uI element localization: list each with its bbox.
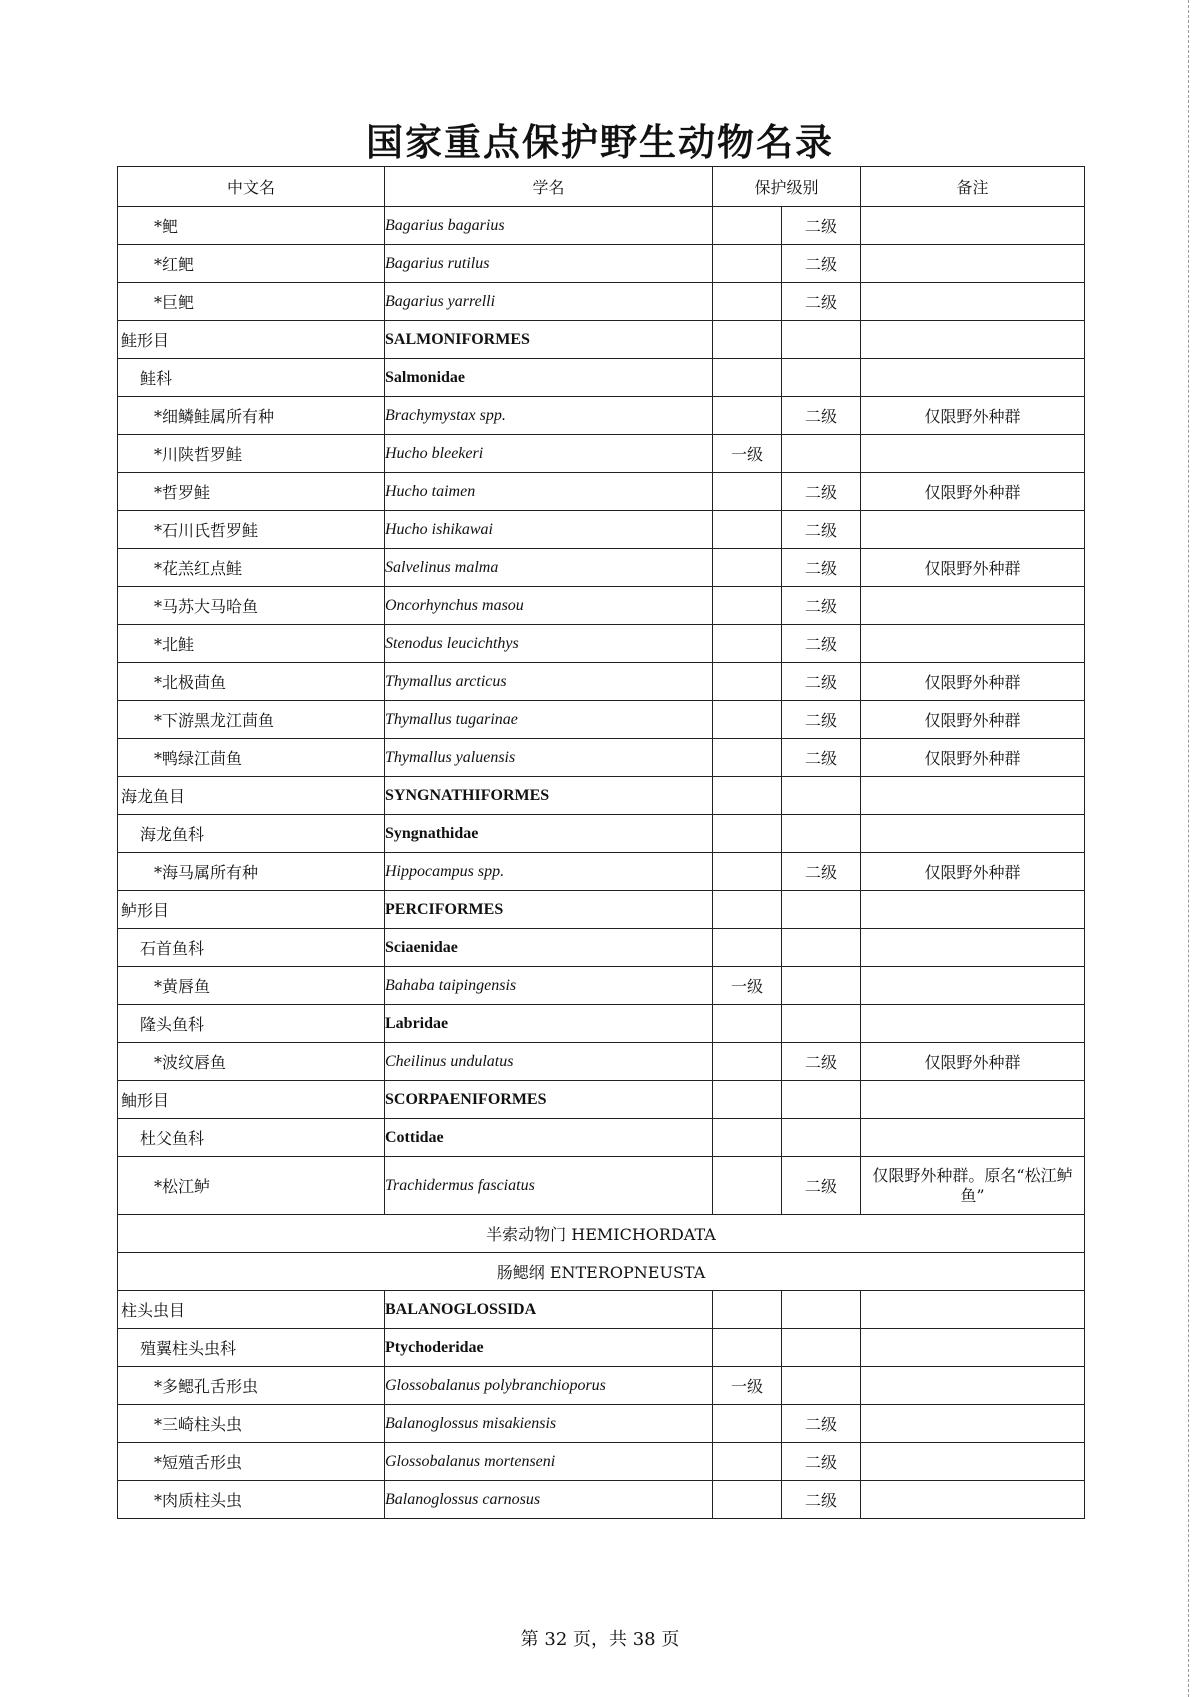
chinese-name-cell: *鸭绿江茴鱼: [118, 739, 385, 777]
table-row: [118, 321, 1085, 359]
chinese-name-cell: *黄唇鱼: [118, 967, 385, 1005]
remarks-cell: [861, 1481, 1085, 1519]
table-row: [118, 1367, 1085, 1405]
remarks-cell: 仅限野外种群: [861, 397, 1085, 435]
grade-two-cell: [782, 359, 861, 397]
remarks-cell: 仅限野外种群: [861, 701, 1085, 739]
grade-one-cell: [713, 929, 782, 967]
table-row: [118, 587, 1085, 625]
chinese-name-cell: *三崎柱头虫: [118, 1405, 385, 1443]
scientific-name-cell: Hucho ishikawai: [385, 511, 713, 549]
scientific-name-cell: Trachidermus fasciatus: [385, 1157, 713, 1215]
grade-two-cell: [782, 1005, 861, 1043]
table-row: [118, 283, 1085, 321]
chinese-name-cell: *川陕哲罗鲑: [118, 435, 385, 473]
grade-two-cell: 二级: [782, 739, 861, 777]
remarks-cell: 仅限野外种群: [861, 549, 1085, 587]
grade-one-cell: [713, 549, 782, 587]
table-row: [118, 397, 1085, 435]
table-row: [118, 245, 1085, 283]
section-heading: 半索动物门 HEMICHORDATA: [118, 1215, 1085, 1253]
table-row: [118, 891, 1085, 929]
scientific-name-cell: Labridae: [385, 1005, 713, 1043]
grade-two-cell: [782, 435, 861, 473]
grade-two-cell: [782, 967, 861, 1005]
grade-two-cell: [782, 1291, 861, 1329]
scientific-name-cell: Syngnathidae: [385, 815, 713, 853]
grade-two-cell: [782, 1119, 861, 1157]
grade-one-cell: [713, 663, 782, 701]
header-remarks: 备注: [861, 167, 1085, 207]
grade-two-cell: 二级: [782, 701, 861, 739]
remarks-cell: [861, 1081, 1085, 1119]
remarks-cell: [861, 891, 1085, 929]
grade-one-cell: [713, 625, 782, 663]
remarks-cell: [861, 435, 1085, 473]
table-row: [118, 1119, 1085, 1157]
table-row: [118, 777, 1085, 815]
table-row: [118, 1443, 1085, 1481]
remarks-cell: [861, 321, 1085, 359]
remarks-cell: [861, 207, 1085, 245]
table-row: [118, 853, 1085, 891]
scientific-name-cell: Stenodus leucichthys: [385, 625, 713, 663]
chinese-name-cell: 杜父鱼科: [118, 1119, 385, 1157]
grade-one-cell: 一级: [713, 1367, 782, 1405]
grade-two-cell: [782, 321, 861, 359]
scientific-name-cell: Hippocampus spp.: [385, 853, 713, 891]
grade-two-cell: 二级: [782, 245, 861, 283]
page-edge-rule: [1188, 0, 1190, 1697]
grade-one-cell: 一级: [713, 967, 782, 1005]
chinese-name-cell: 鲑形目: [118, 321, 385, 359]
scientific-name-cell: Thymallus tugarinae: [385, 701, 713, 739]
grade-one-cell: [713, 1405, 782, 1443]
grade-one-cell: [713, 283, 782, 321]
table-body: [118, 207, 1085, 1519]
chinese-name-cell: 隆头鱼科: [118, 1005, 385, 1043]
table-section-row: [118, 1253, 1085, 1291]
remarks-cell: [861, 1005, 1085, 1043]
grade-one-cell: [713, 1291, 782, 1329]
scientific-name-cell: SCORPAENIFORMES: [385, 1081, 713, 1119]
grade-two-cell: 二级: [782, 1481, 861, 1519]
header-protection-level: 保护级别: [713, 167, 861, 207]
scientific-name-cell: SYNGNATHIFORMES: [385, 777, 713, 815]
grade-two-cell: [782, 815, 861, 853]
grade-two-cell: [782, 1367, 861, 1405]
grade-one-cell: [713, 473, 782, 511]
table-row: [118, 1291, 1085, 1329]
chinese-name-cell: *巨鲃: [118, 283, 385, 321]
section-heading: 肠鳃纲 ENTEROPNEUSTA: [118, 1253, 1085, 1291]
table-row: [118, 739, 1085, 777]
scientific-name-cell: Bagarius rutilus: [385, 245, 713, 283]
scientific-name-cell: Bagarius yarrelli: [385, 283, 713, 321]
remarks-cell: [861, 815, 1085, 853]
header-scientific-name: 学名: [385, 167, 713, 207]
grade-two-cell: [782, 891, 861, 929]
chinese-name-cell: *红鲃: [118, 245, 385, 283]
scientific-name-cell: BALANOGLOSSIDA: [385, 1291, 713, 1329]
remarks-cell: 仅限野外种群: [861, 1043, 1085, 1081]
table-row: [118, 473, 1085, 511]
chinese-name-cell: *鲃: [118, 207, 385, 245]
grade-one-cell: [713, 1481, 782, 1519]
chinese-name-cell: *海马属所有种: [118, 853, 385, 891]
grade-one-cell: [713, 359, 782, 397]
table-row: [118, 701, 1085, 739]
scientific-name-cell: Cheilinus undulatus: [385, 1043, 713, 1081]
chinese-name-cell: *北极茴鱼: [118, 663, 385, 701]
grade-two-cell: 二级: [782, 1157, 861, 1215]
chinese-name-cell: 殖翼柱头虫科: [118, 1329, 385, 1367]
remarks-cell: [861, 359, 1085, 397]
protected-species-table: [117, 166, 1085, 1519]
chinese-name-cell: 柱头虫目: [118, 1291, 385, 1329]
grade-two-cell: 二级: [782, 1405, 861, 1443]
scientific-name-cell: Bahaba taipingensis: [385, 967, 713, 1005]
grade-one-cell: [713, 511, 782, 549]
scientific-name-cell: Sciaenidae: [385, 929, 713, 967]
remarks-cell: [861, 1119, 1085, 1157]
remarks-cell: [861, 283, 1085, 321]
chinese-name-cell: *花羔红点鲑: [118, 549, 385, 587]
remarks-cell: [861, 245, 1085, 283]
table-row: [118, 1157, 1085, 1215]
remarks-cell: 仅限野外种群。原名“松江鲈鱼”: [861, 1157, 1085, 1215]
chinese-name-cell: *肉质柱头虫: [118, 1481, 385, 1519]
grade-two-cell: [782, 1329, 861, 1367]
chinese-name-cell: *波纹唇鱼: [118, 1043, 385, 1081]
grade-two-cell: 二级: [782, 853, 861, 891]
chinese-name-cell: 鲑科: [118, 359, 385, 397]
table-row: [118, 967, 1085, 1005]
table-row: [118, 1329, 1085, 1367]
table-row: [118, 1481, 1085, 1519]
chinese-name-cell: *哲罗鲑: [118, 473, 385, 511]
grade-one-cell: [713, 701, 782, 739]
chinese-name-cell: *松江鲈: [118, 1157, 385, 1215]
grade-one-cell: [713, 1043, 782, 1081]
remarks-cell: [861, 1329, 1085, 1367]
grade-two-cell: [782, 1081, 861, 1119]
chinese-name-cell: *下游黑龙江茴鱼: [118, 701, 385, 739]
remarks-cell: [861, 967, 1085, 1005]
page-title: 国家重点保护野生动物名录: [366, 120, 834, 164]
grade-one-cell: [713, 853, 782, 891]
scientific-name-cell: Hucho taimen: [385, 473, 713, 511]
grade-one-cell: [713, 739, 782, 777]
grade-two-cell: [782, 929, 861, 967]
scientific-name-cell: Cottidae: [385, 1119, 713, 1157]
grade-one-cell: [713, 777, 782, 815]
header-chinese-name: 中文名: [118, 167, 385, 207]
scientific-name-cell: Brachymystax spp.: [385, 397, 713, 435]
grade-one-cell: [713, 1443, 782, 1481]
scientific-name-cell: Hucho bleekeri: [385, 435, 713, 473]
grade-one-cell: [713, 321, 782, 359]
chinese-name-cell: *多鳃孔舌形虫: [118, 1367, 385, 1405]
scientific-name-cell: Thymallus yaluensis: [385, 739, 713, 777]
grade-two-cell: 二级: [782, 663, 861, 701]
scientific-name-cell: PERCIFORMES: [385, 891, 713, 929]
grade-two-cell: 二级: [782, 511, 861, 549]
scientific-name-cell: Salmonidae: [385, 359, 713, 397]
grade-two-cell: 二级: [782, 473, 861, 511]
scientific-name-cell: Ptychoderidae: [385, 1329, 713, 1367]
table-row: [118, 1043, 1085, 1081]
scientific-name-cell: Glossobalanus polybranchioporus: [385, 1367, 713, 1405]
table-row: [118, 929, 1085, 967]
grade-one-cell: [713, 207, 782, 245]
table-section-row: [118, 1215, 1085, 1253]
scientific-name-cell: SALMONIFORMES: [385, 321, 713, 359]
scientific-name-cell: Balanoglossus misakiensis: [385, 1405, 713, 1443]
chinese-name-cell: *细鳞鲑属所有种: [118, 397, 385, 435]
chinese-name-cell: 鲈形目: [118, 891, 385, 929]
table-row: [118, 663, 1085, 701]
grade-two-cell: 二级: [782, 625, 861, 663]
remarks-cell: [861, 929, 1085, 967]
remarks-cell: [861, 1291, 1085, 1329]
page-footer: 第 32 页，共 38 页: [520, 1629, 680, 1650]
table-row: [118, 1005, 1085, 1043]
remarks-cell: [861, 1367, 1085, 1405]
grade-one-cell: [713, 1119, 782, 1157]
grade-one-cell: [713, 1329, 782, 1367]
remarks-cell: [861, 625, 1085, 663]
grade-two-cell: 二级: [782, 587, 861, 625]
scientific-name-cell: Glossobalanus mortenseni: [385, 1443, 713, 1481]
grade-one-cell: [713, 245, 782, 283]
remarks-cell: [861, 1443, 1085, 1481]
grade-one-cell: 一级: [713, 435, 782, 473]
remarks-cell: 仅限野外种群: [861, 739, 1085, 777]
chinese-name-cell: *短殖舌形虫: [118, 1443, 385, 1481]
scientific-name-cell: Balanoglossus carnosus: [385, 1481, 713, 1519]
grade-one-cell: [713, 891, 782, 929]
chinese-name-cell: 海龙鱼目: [118, 777, 385, 815]
grade-two-cell: 二级: [782, 283, 861, 321]
grade-one-cell: [713, 397, 782, 435]
grade-two-cell: 二级: [782, 397, 861, 435]
table-row: [118, 1081, 1085, 1119]
remarks-cell: [861, 587, 1085, 625]
grade-one-cell: [713, 1005, 782, 1043]
table-row: [118, 511, 1085, 549]
table-row: [118, 435, 1085, 473]
scientific-name-cell: Thymallus arcticus: [385, 663, 713, 701]
remarks-cell: [861, 1405, 1085, 1443]
table-row: [118, 207, 1085, 245]
table-header-row: [118, 167, 1085, 207]
grade-two-cell: 二级: [782, 1443, 861, 1481]
chinese-name-cell: *石川氏哲罗鲑: [118, 511, 385, 549]
scientific-name-cell: Oncorhynchus masou: [385, 587, 713, 625]
grade-one-cell: [713, 587, 782, 625]
grade-one-cell: [713, 1081, 782, 1119]
remarks-cell: [861, 511, 1085, 549]
grade-two-cell: [782, 777, 861, 815]
grade-two-cell: 二级: [782, 1043, 861, 1081]
table-row: [118, 625, 1085, 663]
scientific-name-cell: Bagarius bagarius: [385, 207, 713, 245]
chinese-name-cell: *北鲑: [118, 625, 385, 663]
table-row: [118, 549, 1085, 587]
table-row: [118, 359, 1085, 397]
chinese-name-cell: *马苏大马哈鱼: [118, 587, 385, 625]
remarks-cell: 仅限野外种群: [861, 853, 1085, 891]
grade-two-cell: 二级: [782, 207, 861, 245]
remarks-cell: 仅限野外种群: [861, 663, 1085, 701]
table-row: [118, 1405, 1085, 1443]
chinese-name-cell: 海龙鱼科: [118, 815, 385, 853]
remarks-cell: [861, 777, 1085, 815]
table-row: [118, 815, 1085, 853]
remarks-cell: 仅限野外种群: [861, 473, 1085, 511]
scientific-name-cell: Salvelinus malma: [385, 549, 713, 587]
grade-one-cell: [713, 1157, 782, 1215]
chinese-name-cell: 石首鱼科: [118, 929, 385, 967]
grade-one-cell: [713, 815, 782, 853]
chinese-name-cell: 鲉形目: [118, 1081, 385, 1119]
grade-two-cell: 二级: [782, 549, 861, 587]
